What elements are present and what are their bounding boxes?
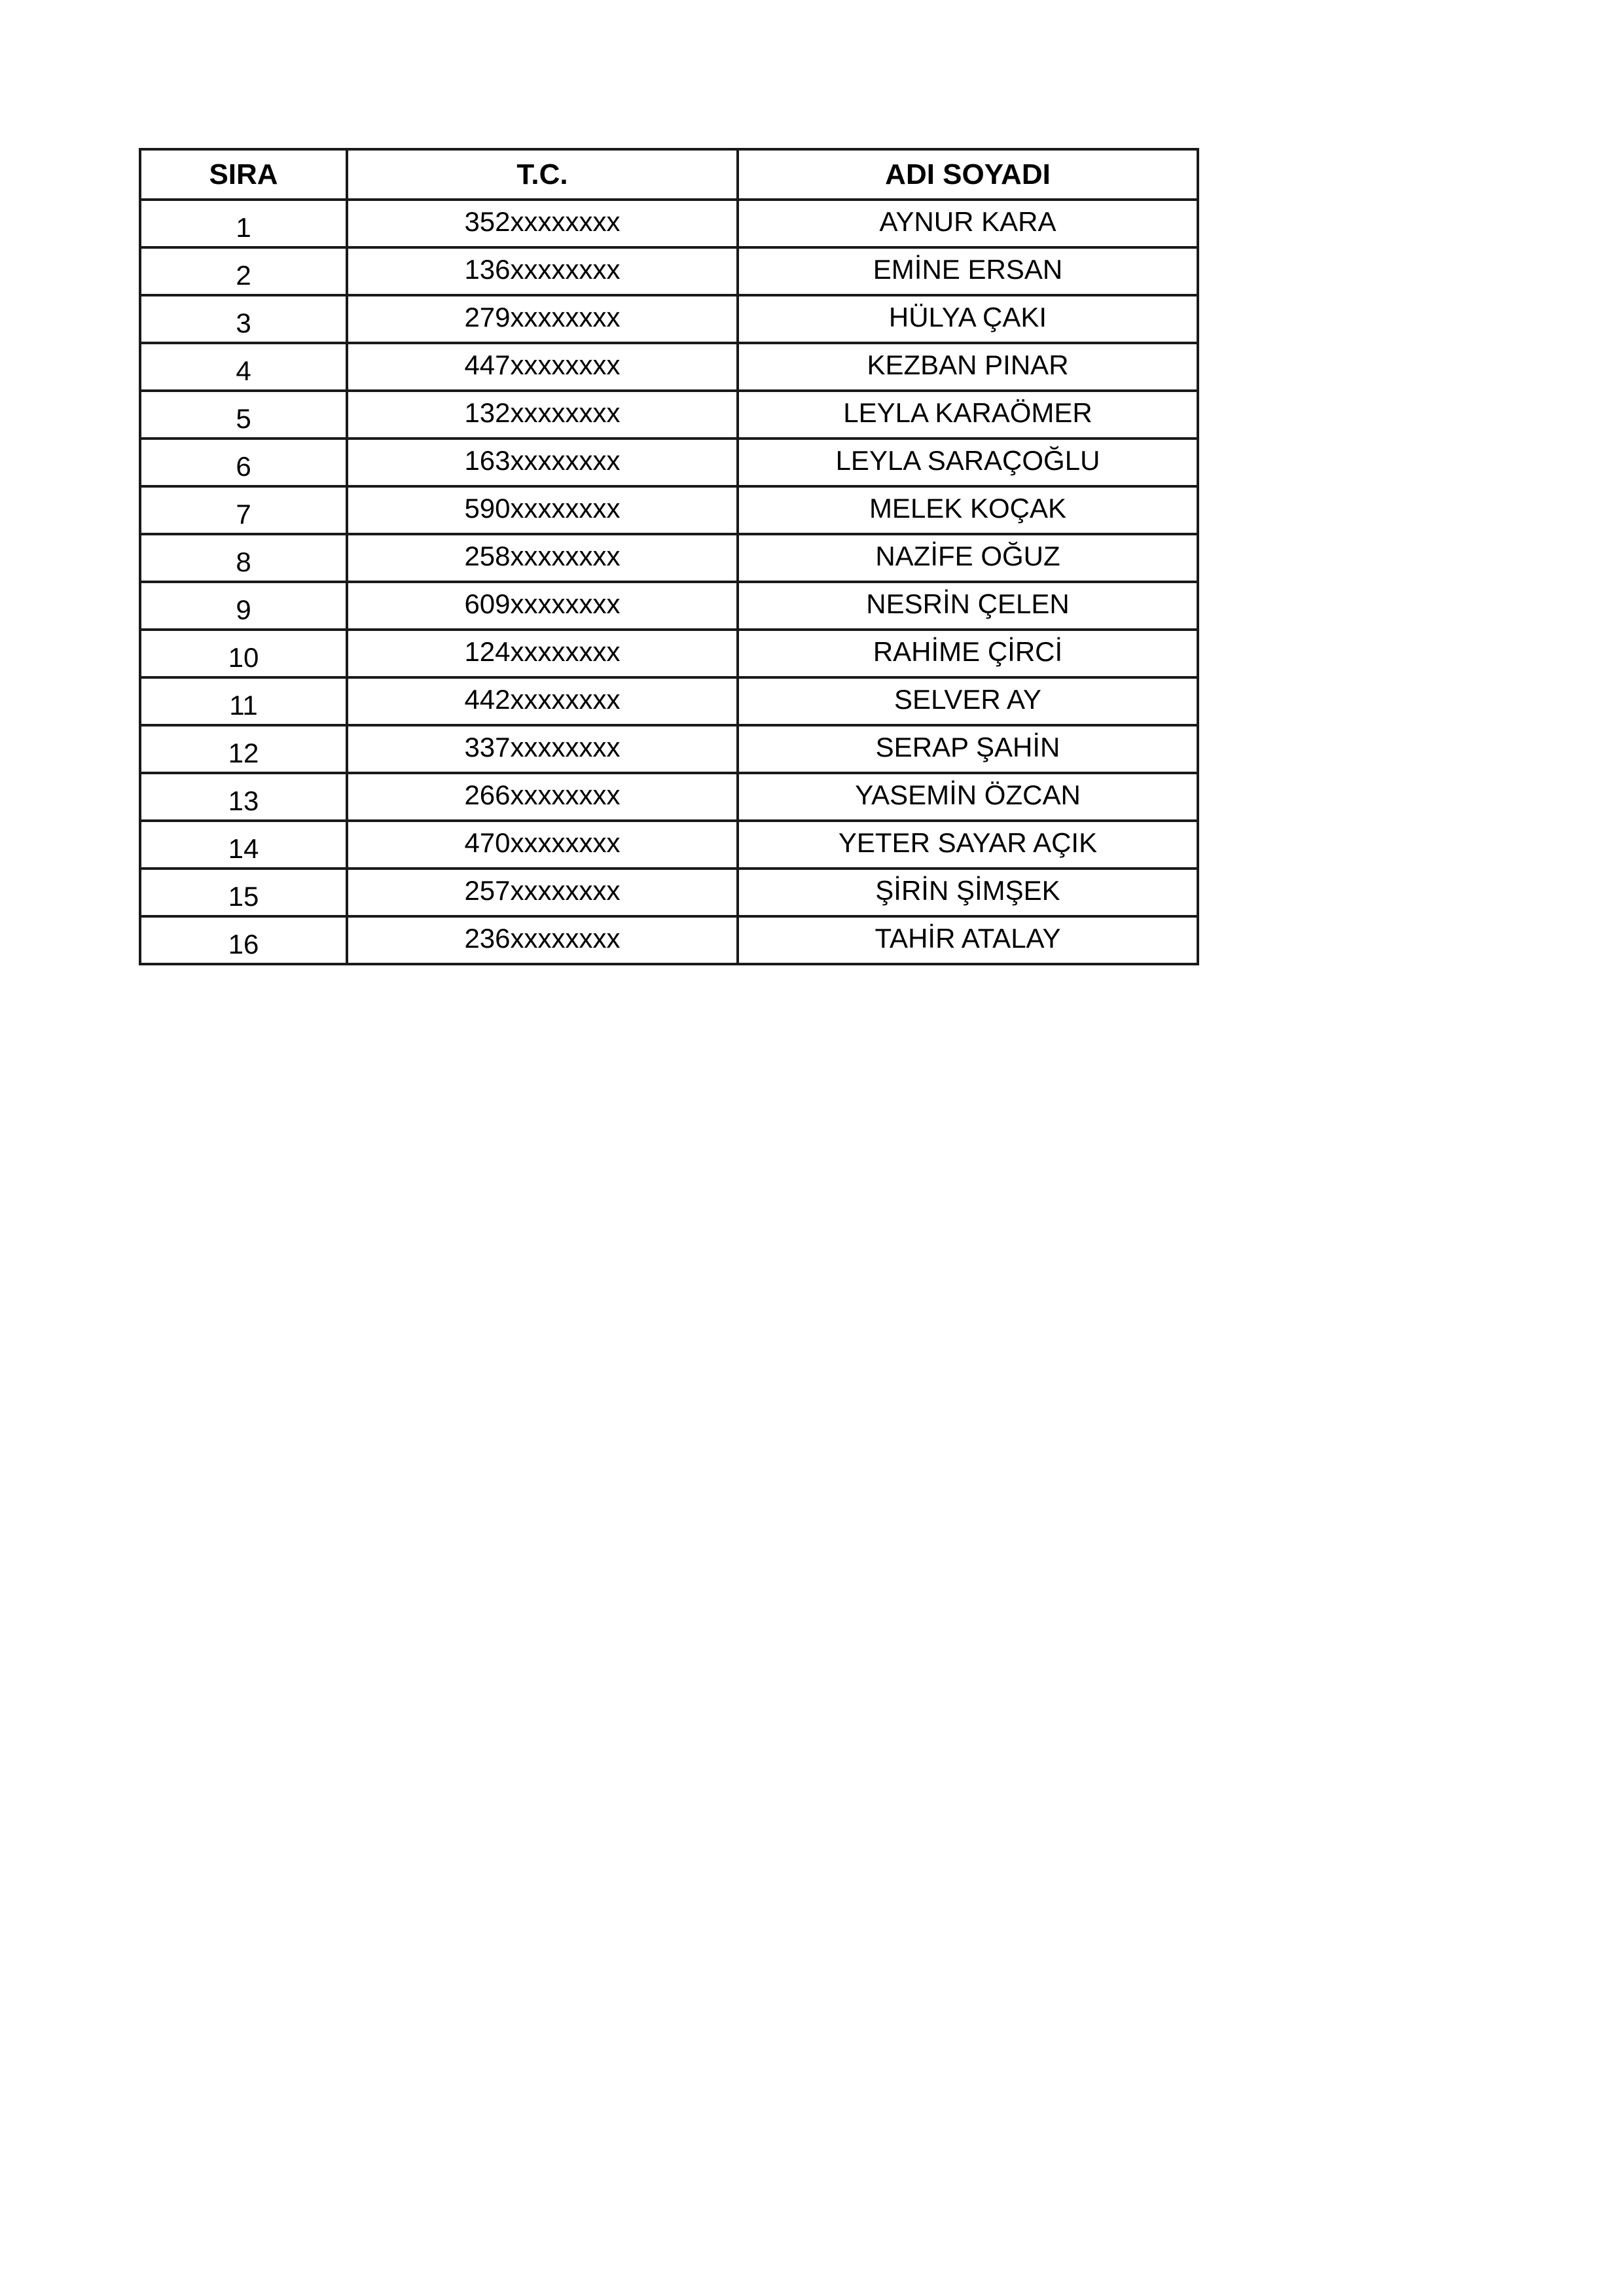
row-sira: 2: [140, 247, 347, 295]
row-name: NAZİFE OĞUZ: [738, 534, 1198, 582]
row-tc: 442xxxxxxxx: [347, 677, 738, 725]
table-row: [140, 869, 1198, 916]
row-tc: 352xxxxxxxx: [347, 200, 738, 247]
table-row: [140, 821, 1198, 869]
row-sira: 8: [140, 534, 347, 582]
row-sira: 7: [140, 486, 347, 534]
table-row: [140, 916, 1198, 964]
table-row: [140, 486, 1198, 534]
table-row: [140, 295, 1198, 343]
row-name: TAHİR ATALAY: [738, 916, 1198, 964]
row-tc: 447xxxxxxxx: [347, 343, 738, 391]
row-name: LEYLA KARAÖMER: [738, 391, 1198, 439]
row-sira: 16: [140, 916, 347, 964]
row-sira: 9: [140, 582, 347, 630]
row-name: HÜLYA ÇAKI: [738, 295, 1198, 343]
table-row: [140, 343, 1198, 391]
row-name: MELEK KOÇAK: [738, 486, 1198, 534]
row-tc: 236xxxxxxxx: [347, 916, 738, 964]
row-name: SERAP ŞAHİN: [738, 725, 1198, 773]
row-sira: 6: [140, 439, 347, 486]
row-name: ŞİRİN ŞİMŞEK: [738, 869, 1198, 916]
table-header-row: [140, 149, 1198, 200]
row-tc: 258xxxxxxxx: [347, 534, 738, 582]
row-name: EMİNE ERSAN: [738, 247, 1198, 295]
row-tc: 266xxxxxxxx: [347, 773, 738, 821]
row-name: SELVER AY: [738, 677, 1198, 725]
row-name: YETER SAYAR AÇIK: [738, 821, 1198, 869]
row-sira: 11: [140, 677, 347, 725]
row-tc: 470xxxxxxxx: [347, 821, 738, 869]
row-sira: 4: [140, 343, 347, 391]
row-tc: 136xxxxxxxx: [347, 247, 738, 295]
row-name: YASEMİN ÖZCAN: [738, 773, 1198, 821]
row-sira: 1: [140, 200, 347, 247]
table-row: [140, 200, 1198, 247]
table-row: [140, 677, 1198, 725]
row-sira: 5: [140, 391, 347, 439]
header-tc: T.C.: [347, 149, 738, 200]
row-name: AYNUR KARA: [738, 200, 1198, 247]
row-tc: 590xxxxxxxx: [347, 486, 738, 534]
row-tc: 124xxxxxxxx: [347, 630, 738, 677]
row-name: NESRİN ÇELEN: [738, 582, 1198, 630]
table-row: [140, 773, 1198, 821]
row-sira: 3: [140, 295, 347, 343]
row-tc: 279xxxxxxxx: [347, 295, 738, 343]
table-row: [140, 439, 1198, 486]
row-tc: 257xxxxxxxx: [347, 869, 738, 916]
row-sira: 12: [140, 725, 347, 773]
table-row: [140, 391, 1198, 439]
header-sira: SIRA: [140, 149, 347, 200]
table-row: [140, 247, 1198, 295]
row-tc: 609xxxxxxxx: [347, 582, 738, 630]
row-tc: 337xxxxxxxx: [347, 725, 738, 773]
header-name: ADI SOYADI: [738, 149, 1198, 200]
row-sira: 10: [140, 630, 347, 677]
table-row: [140, 582, 1198, 630]
row-sira: 15: [140, 869, 347, 916]
table-body: [140, 200, 1198, 964]
row-tc: 132xxxxxxxx: [347, 391, 738, 439]
table-row: [140, 725, 1198, 773]
row-sira: 13: [140, 773, 347, 821]
participant-table: [139, 148, 1199, 965]
row-name: KEZBAN PINAR: [738, 343, 1198, 391]
table-row: [140, 534, 1198, 582]
row-sira: 14: [140, 821, 347, 869]
row-name: LEYLA SARAÇOĞLU: [738, 439, 1198, 486]
table-row: [140, 630, 1198, 677]
row-tc: 163xxxxxxxx: [347, 439, 738, 486]
row-name: RAHİME ÇİRCİ: [738, 630, 1198, 677]
